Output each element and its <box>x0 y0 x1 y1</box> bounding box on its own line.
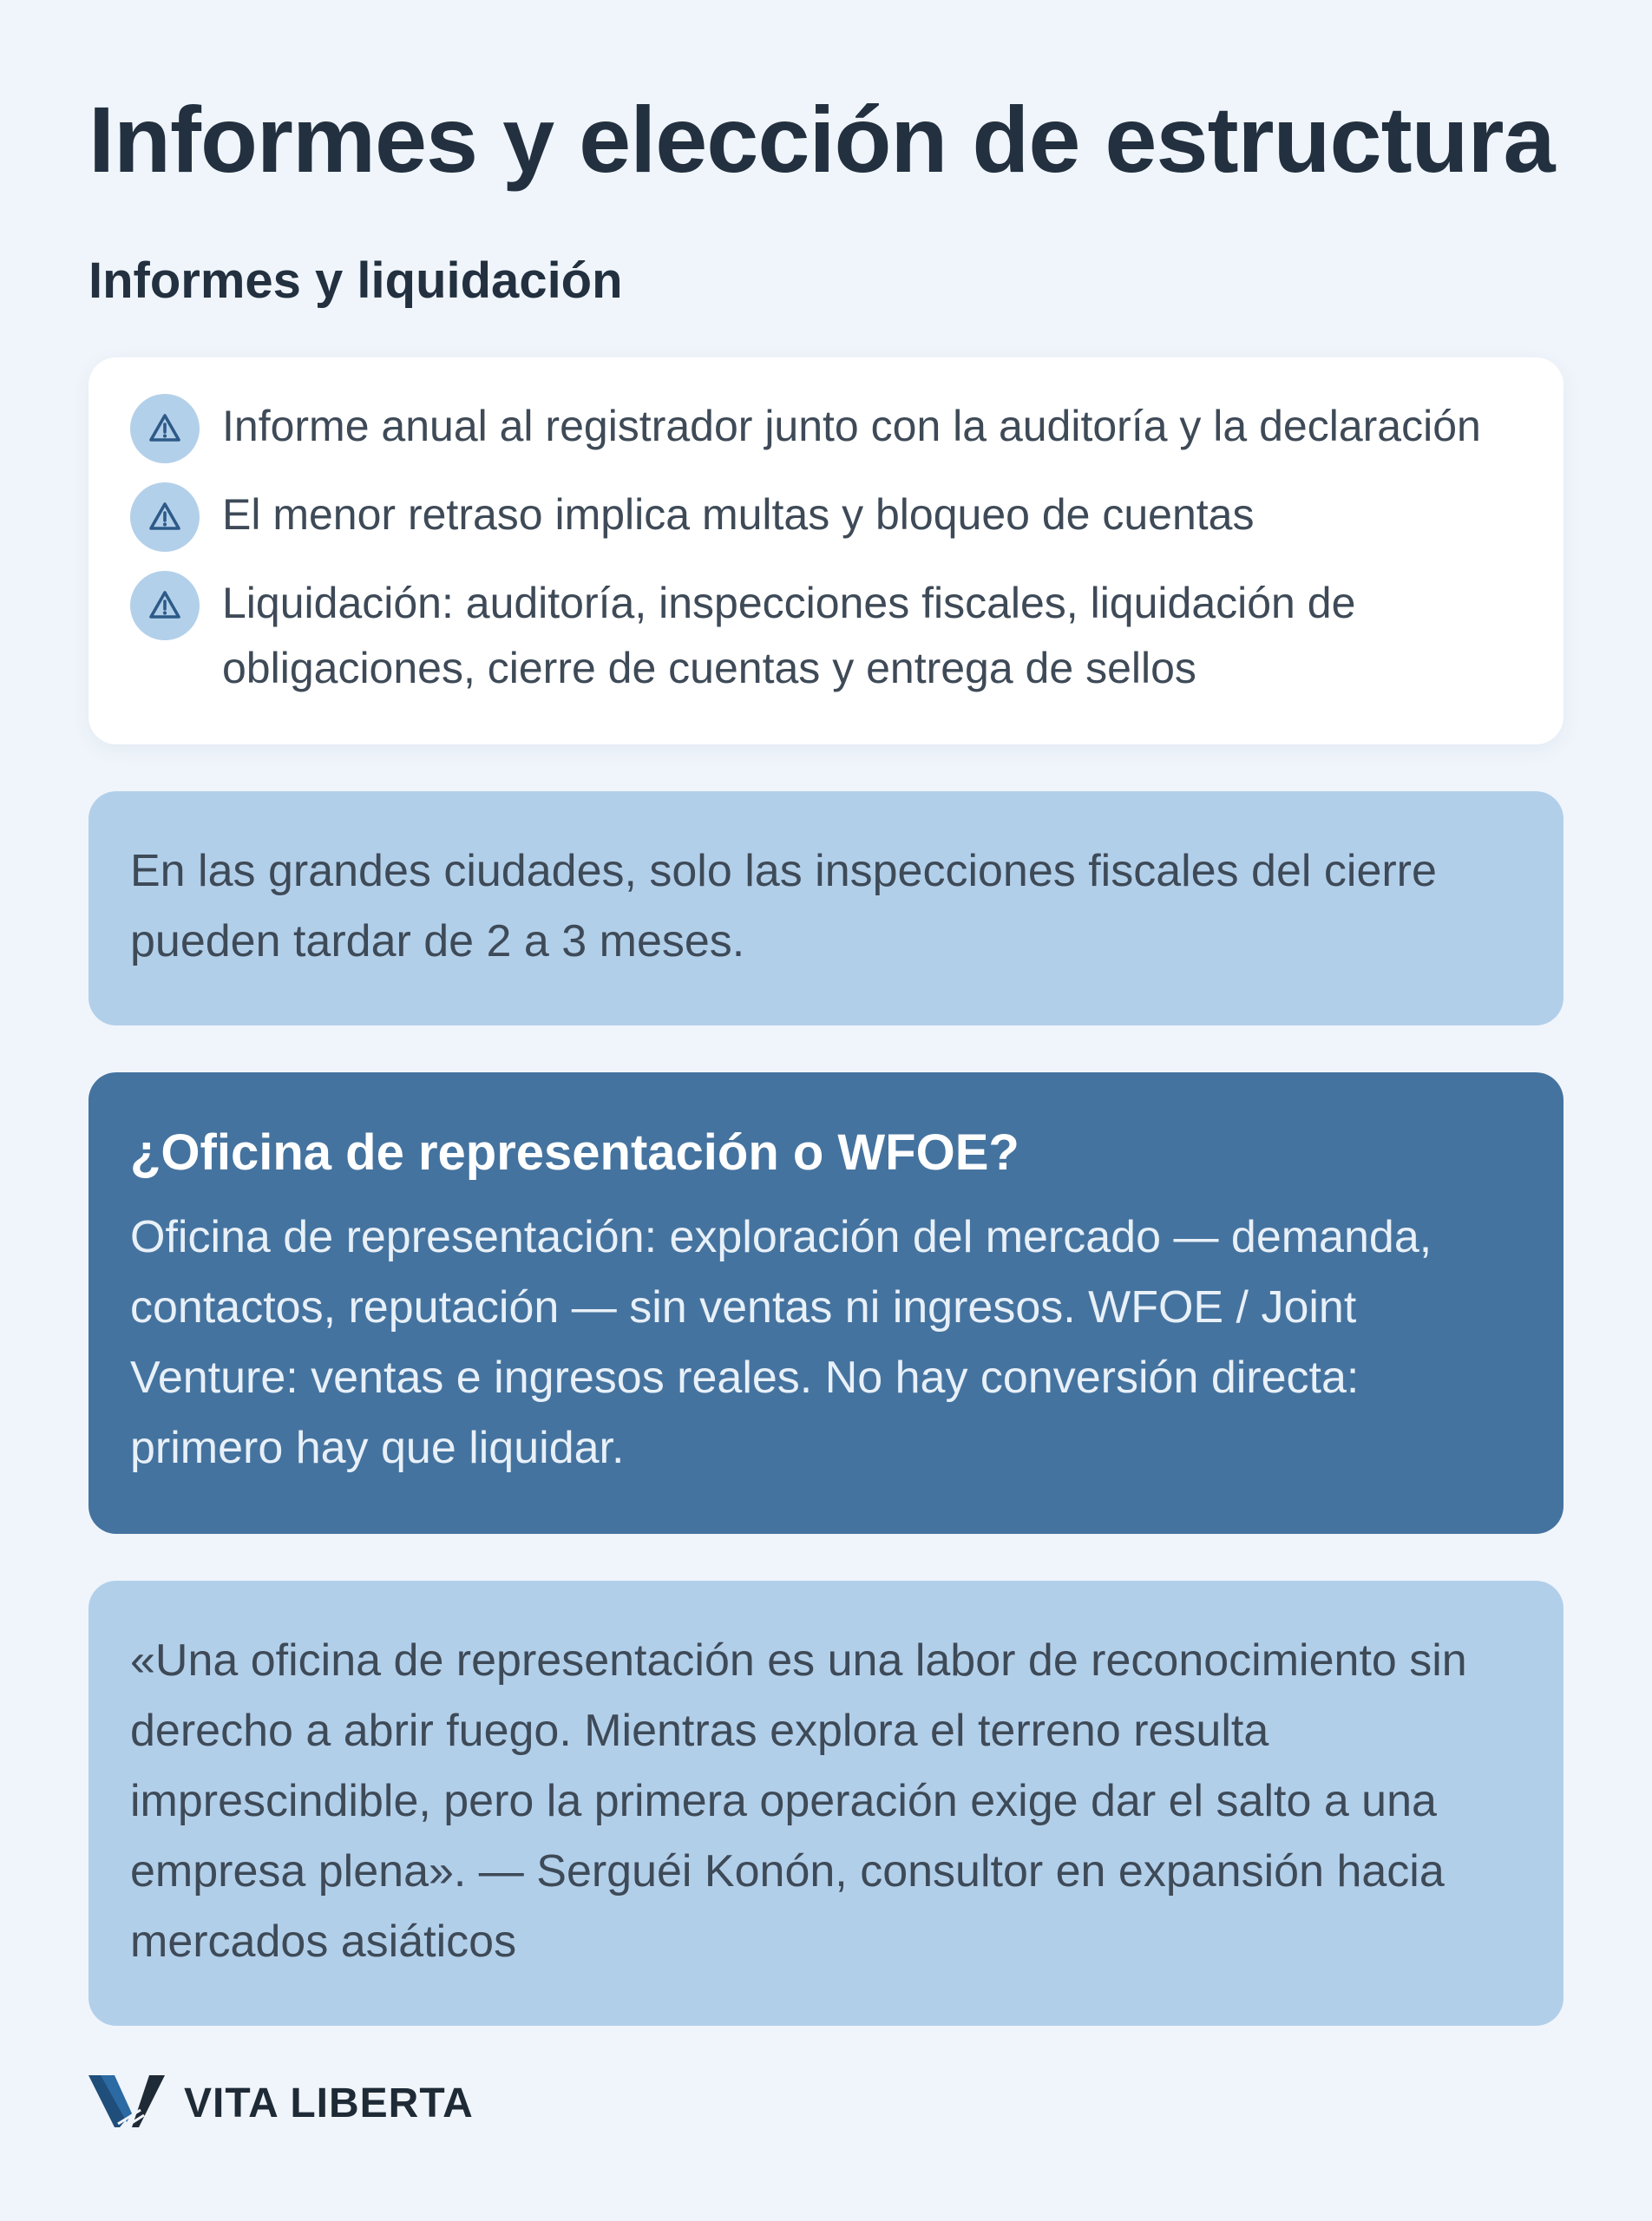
note-text: En las grandes ciudades, solo las inspecciones fiscales del cierre pueden tardar de 2 a 3 meses. <box>130 846 1437 967</box>
requirements-card <box>88 357 1564 744</box>
warning-icon <box>130 482 200 552</box>
list-item <box>130 399 1522 463</box>
section-subtitle: Informes y liquidación <box>88 252 623 309</box>
brand-footer <box>88 2074 474 2133</box>
list-item-text: Liquidación: auditoría, inspecciones fiscales, liquidación de obligaciones, cierre de cuentas y entrega de sellos <box>222 579 1356 693</box>
warning-icon <box>130 571 200 640</box>
comparison-heading: ¿Oficina de representación o WFOE? <box>130 1124 1019 1182</box>
list-item-text: El menor retraso implica multas y bloqueo de cuentas <box>222 490 1255 540</box>
brand-name: VITA LIBERTA <box>184 2080 474 2126</box>
comparison-text: Oficina de representación: exploración del mercado — demanda, contactos, reputación — sin ventas ni ingresos. WFOE / Joint Venture: ventas e ingresos reales. No hay conversión directa: primero hay que liquidar. <box>130 1211 1432 1473</box>
list-item-text: Informe anual al registrador junto con la auditoría y la declaración <box>222 402 1481 451</box>
vita-liberta-logo-icon <box>88 2074 165 2133</box>
comparison-card <box>88 1072 1564 1534</box>
warning-icon <box>130 394 200 463</box>
list-item <box>130 576 1522 701</box>
quote-text: «Una oficina de representación es una labor de reconocimiento sin derecho a abrir fuego. Mientras explora el terreno resulta imprescindible, pero la primera operación exige dar el salto a una empresa plena». — Serguéi Konón, consultor en expansión hacia mercados asiáticos <box>130 1635 1467 1967</box>
quote-card <box>88 1581 1564 2026</box>
list-item <box>130 488 1522 552</box>
page-title: Informes y elección de estructura <box>88 87 1555 192</box>
note-card <box>88 791 1564 1025</box>
